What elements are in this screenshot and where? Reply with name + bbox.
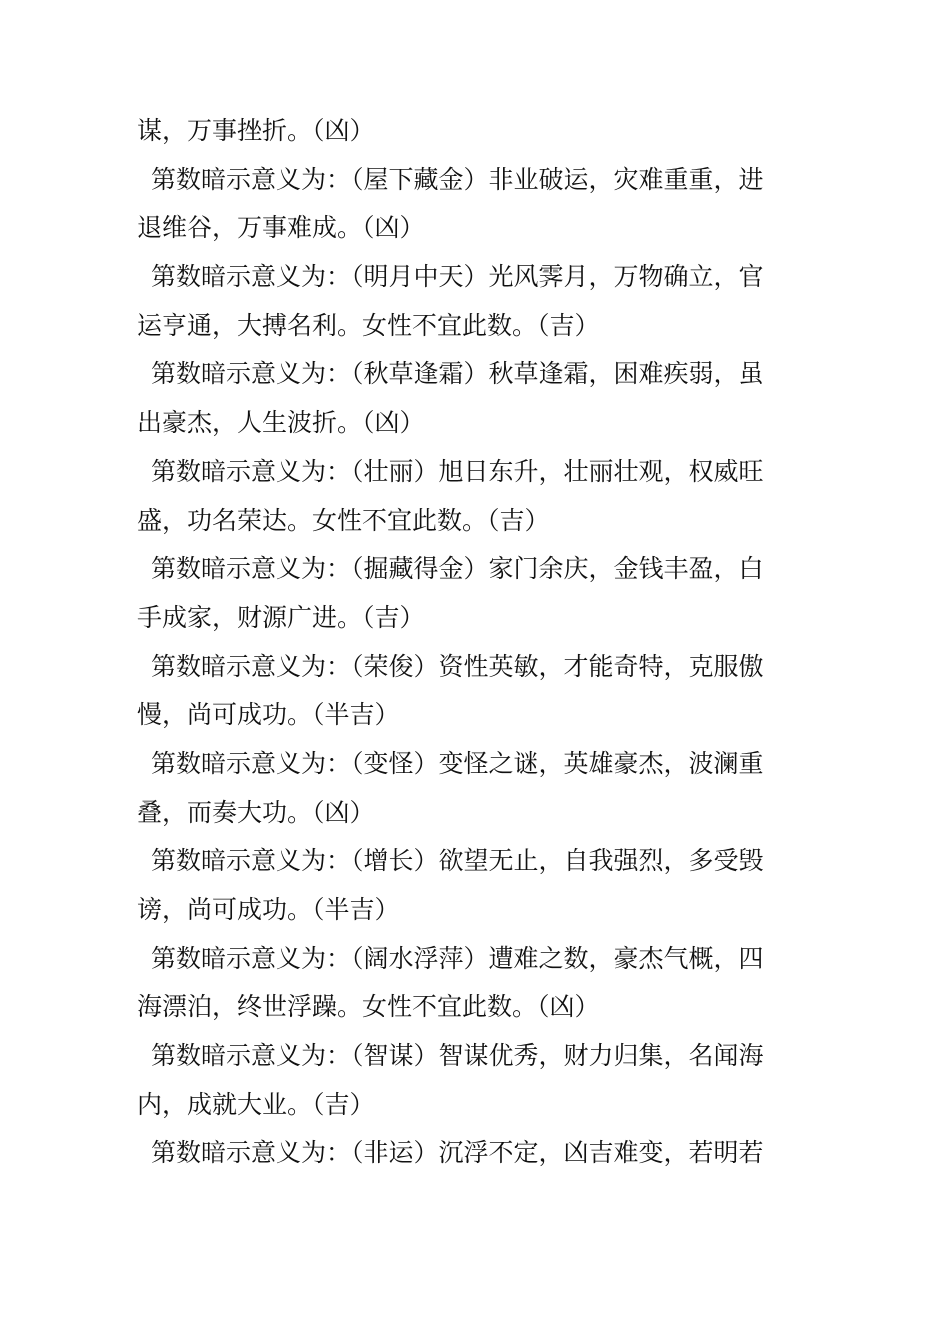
paragraph-line: 第数暗示意义为：（荣俊）资性英敏，才能奇特，克服傲 — [151, 651, 764, 681]
paragraph-line: 第数暗示意义为：（增长）欲望无止，自我强烈，多受毁 — [151, 846, 764, 876]
paragraph-line: 第数暗示意义为：（秋草逢霜）秋草逢霜，困难疾弱，虽 — [151, 359, 764, 389]
paragraph-line: 第数暗示意义为：（非运）沉浮不定，凶吉难变，若明若 — [151, 1138, 764, 1168]
continuation-line: 叠，而奏大功。（凶） — [137, 797, 375, 827]
paragraph-line: 第数暗示意义为：（明月中天）光风霁月，万物确立，官 — [151, 262, 764, 292]
text-block — [137, 107, 797, 1178]
paragraph-line: 第数暗示意义为：（屋下藏金）非业破运，灾难重重，进 — [151, 164, 764, 194]
continuation-line: 谋，万事挫折。（凶） — [137, 116, 375, 145]
paragraph-line: 第数暗示意义为：（变怪）变怪之谜，英雄豪杰，波澜重 — [151, 748, 764, 778]
paragraph-line: 第数暗示意义为：（智谋）智谋优秀，财力归集，名闻海 — [151, 1041, 764, 1071]
continuation-line: 退维谷，万事难成。（凶） — [137, 213, 425, 243]
continuation-line: 运亨通，大搏名利。女性不宜此数。（吉） — [137, 310, 600, 340]
continuation-line: 内，成就大业。（吉） — [137, 1089, 375, 1119]
continuation-line: 谤，尚可成功。（半吉） — [137, 895, 400, 924]
continuation-line: 盛，功名荣达。女性不宜此数。（吉） — [137, 505, 550, 535]
continuation-line: 手成家，财源广进。（吉） — [137, 602, 425, 632]
paragraph-line: 第数暗示意义为：（壮丽）旭日东升，壮丽壮观，权威旺 — [151, 456, 764, 486]
continuation-line: 海漂泊，终世浮躁。女性不宜此数。（凶） — [137, 992, 600, 1022]
continuation-line: 出豪杰，人生波折。（凶） — [137, 408, 425, 438]
continuation-line: 慢，尚可成功。（半吉） — [137, 700, 400, 730]
paragraph-line: 第数暗示意义为：（阔水浮萍）遭难之数，豪杰气概，四 — [151, 943, 764, 973]
paragraph-line: 第数暗示意义为：（掘藏得金）家门余庆，金钱丰盈，白 — [151, 554, 764, 584]
